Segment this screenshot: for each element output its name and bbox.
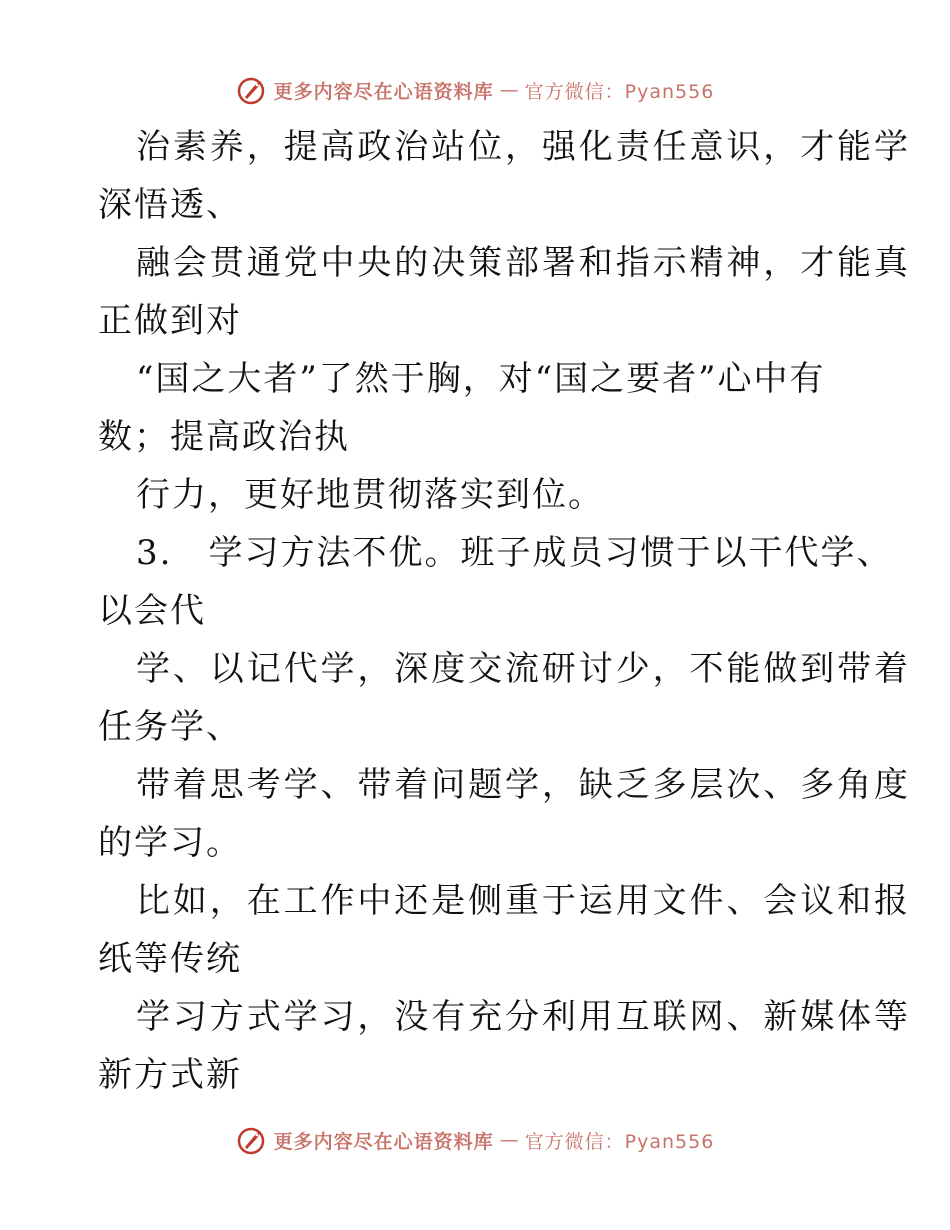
body-line: 正做到对 — [98, 301, 242, 341]
body-line: 以会代 — [98, 591, 206, 631]
site-name: 更多内容尽在心语资料库 — [273, 80, 494, 103]
pen-nib-logo-icon — [236, 74, 268, 106]
body-line: 的学习。 — [98, 823, 242, 863]
banner-separator: — — [499, 1129, 519, 1151]
body-line: 治素养，提高政治站位，强化责任意识，才能学 — [136, 127, 911, 167]
wechat-contact: 官方微信：Pyan556 — [524, 1130, 715, 1153]
wechat-contact: 官方微信：Pyan556 — [524, 80, 715, 103]
body-line: 3. 学习方法不优。班子成员习惯于以干代学、 — [136, 533, 893, 573]
banner-separator: — — [499, 79, 519, 101]
body-line: 数；提高政治执 — [98, 417, 350, 457]
document-body — [98, 118, 911, 1104]
pen-nib-logo-icon — [236, 1124, 268, 1156]
body-line: 比如，在工作中还是侧重于运用文件、会议和报 — [136, 881, 911, 921]
body-line: 深悟透、 — [98, 185, 242, 225]
body-line: 任务学、 — [98, 707, 242, 747]
body-line: 学、以记代学，深度交流研讨少，不能做到带着 — [136, 649, 911, 689]
body-line: 融会贯通党中央的决策部署和指示精神，才能真 — [136, 243, 911, 283]
footer-banner — [0, 1120, 950, 1160]
site-name: 更多内容尽在心语资料库 — [273, 1130, 494, 1153]
body-line: 带着思考学、带着问题学，缺乏多层次、多角度 — [136, 765, 911, 805]
body-line: 行力，更好地贯彻落实到位。 — [136, 475, 604, 515]
body-line: “国之大者”了然于胸，对“国之要者”心中有 — [136, 359, 826, 399]
header-banner — [0, 70, 950, 110]
body-line: 纸等传统 — [98, 939, 242, 979]
body-line: 学习方式学习，没有充分利用互联网、新媒体等 — [136, 997, 911, 1037]
body-line: 新方式新 — [98, 1055, 242, 1095]
